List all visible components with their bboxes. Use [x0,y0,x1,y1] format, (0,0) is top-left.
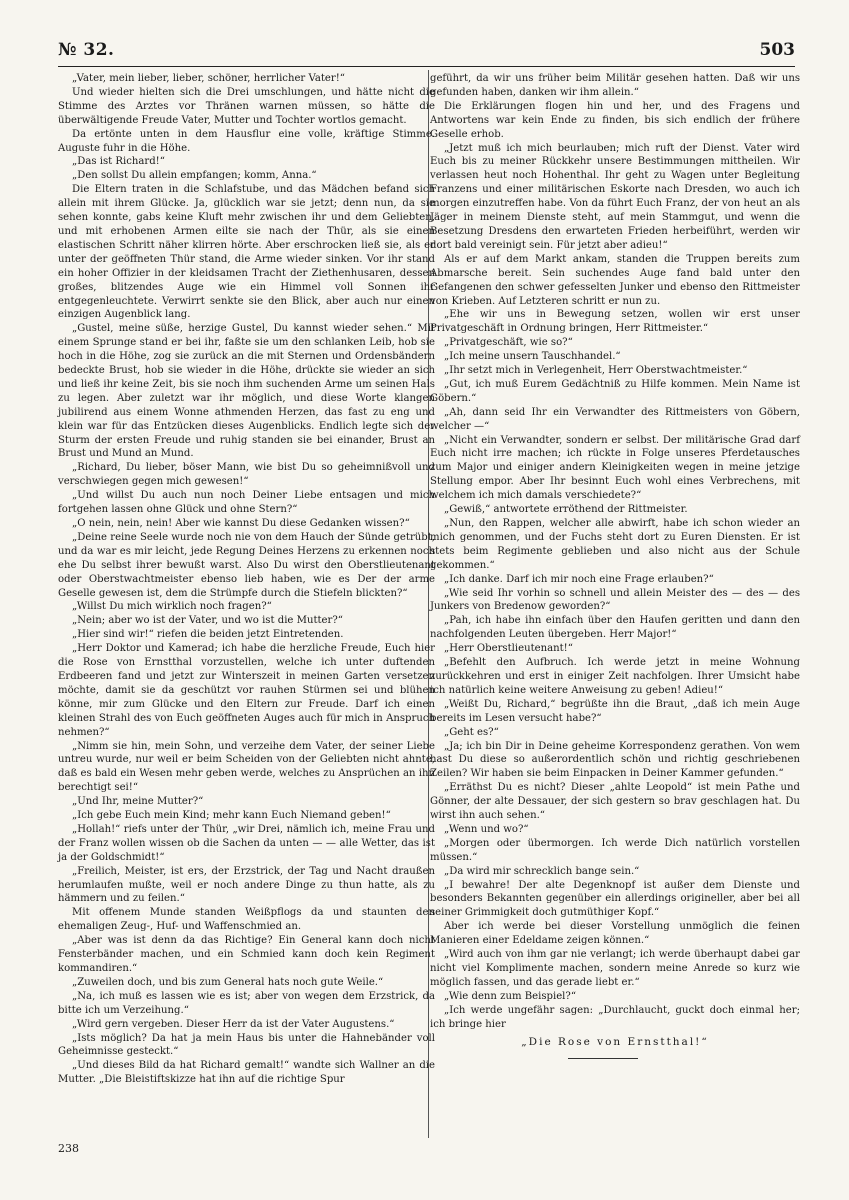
paragraph: „Hier sind wir!“ riefen die beiden jetzt Eintretenden. [72,629,344,641]
paragraph: „Herr Oberstlieutenant!“ [444,643,573,655]
paragraph: „Ich meine unsern Tauschhandel.“ [444,351,621,363]
paragraph: „Gut, ich muß Eurem Gedächtniß zu Hilfe kommen. Mein Name ist Göbern.“ [430,378,800,404]
paragraph: „Gewiß,“ antwortete erröthend der Rittmeister. [444,504,688,516]
paragraph: Da ertönte unten in dem Hausflur eine volle, kräftige Stimme. Auguste fuhr in die Höhe. [58,128,435,154]
paragraph: „Hollah!“ riefs unter der Thür, „wir Drei, nämlich ich, meine Frau und der Franz wollen wissen ob die Sachen da unten — — alle Wetter, das ist ja der Goldschmidt!“ [58,823,435,863]
paragraph: „Nicht ein Verwandter, sondern er selbst. Der militärische Grad darf Euch nicht irre machen; ich rückte in Folge unseres Pferdetausches zum Major und einiger andern Kleinigkeiten wegen in meine jetzige Stellung empor. Aber Ihr besinnt Euch wohl eines Verbrechens, mit welchem ich mich damals verschiedete?“ [430,434,800,502]
paragraph: „Nun, den Rappen, welcher alle abwirft, habe ich schon wieder an mich genommen, und der Fuchs steht dort zu Euren Diensten. Er ist stets beim Regimente geblieben und also nicht aus der Schule gekommen.“ [430,518,800,571]
left-column [58,72,435,1087]
paragraph: „Geht es?“ [444,726,499,738]
paragraph: „Morgen oder übermorgen. Ich werde Dich natürlich vorstellen müssen.“ [430,837,800,863]
paragraph: „Nein; aber wo ist der Vater, und wo ist die Mutter?“ [72,615,343,627]
paragraph: „Ihr setzt mich in Verlegenheit, Herr Oberstwachtmeister.“ [444,365,748,377]
closing-title: „Die Rose von Ernstthal!“ [521,1035,709,1048]
paragraph: „Ah, dann seid Ihr ein Verwandter des Rittmeisters von Göbern, welcher —“ [430,406,800,432]
paragraph: „Weißt Du, Richard,“ begrüßte ihn die Braut, „daß ich mein Auge bereits im Lesen versucht habe?“ [430,698,800,724]
paragraph: „Wenn und wo?“ [444,823,529,835]
paragraph: „Den sollst Du allein empfangen; komm, Anna.“ [72,170,317,182]
paragraph: „Ich gebe Euch mein Kind; mehr kann Euch Niemand geben!“ [72,810,391,822]
paragraph: „Ich werde ungefähr sagen: „Durchlaucht, guckt doch einmal her; ich bringe hier [430,1004,800,1030]
paragraph: „Wie seid Ihr vorhin so schnell und allein Meister des — des — des Junkers von Bredenow geworden?“ [430,587,800,613]
right-column [430,72,800,1049]
paragraph: „O nein, nein, nein! Aber wie kannst Du diese Gedanken wissen?“ [72,518,410,529]
paragraph: „Und dieses Bild da hat Richard gemalt!“ wandte sich Wallner an die Mutter. „Die Bleistiftskizze hat ihn auf die richtige Spur [58,1060,435,1086]
paragraph: „Jetzt muß ich mich beurlauben; mich ruft der Dienst. Vater wird Euch bis zu meiner Rückkehr unsere Bestimmungen mittheilen. Wir verlassen heut noch Hohenthal. Ihr geht zu Wagen unter Begleitung Franzens und einer militärischen Eskorte nach Dresden, wo auch ich morgen einzutreffen habe. Von da führt Euch Franz, der von heut an als Jäger in meinem Dienste steht, auf mein Stammgut, und wenn die Besetzung Dresdens den erwarteten Frieden herbeiführt, werden wir dort bald vereinigt sein. Für jetzt aber adieu!“ [430,142,800,251]
paragraph: „Willst Du mich wirklich noch fragen?“ [72,601,272,613]
paragraph: „Und willst Du auch nun noch Deiner Liebe entsagen und mich fortgehen lassen ohne Glück und ohne Stern?“ [58,490,435,516]
paragraph: „Das ist Richard!“ [72,156,165,168]
paragraph: „I bewahre! Der alte Degenknopf ist außer dem Dienste und besonders Bekannten gegenüber ein allerdings origineller, aber bei all seiner Grimmigkeit doch gutmüthiger Kopf.“ [430,879,800,919]
page-header [58,40,795,64]
paragraph: „Wie denn zum Beispiel?“ [444,990,576,1002]
end-rule [568,1058,638,1059]
paragraph: „Na, ich muß es lassen wie es ist; aber von wegen dem Erzstrick, da bitte ich um Verzeihung.“ [58,990,435,1016]
paragraph: „Ists möglich? Da hat ja mein Haus bis unter die Hahnebänder voll Geheimnisse gesteckt.“ [58,1032,435,1058]
footer-number: 238 [58,1142,79,1155]
paragraph: „Deine reine Seele wurde noch nie von dem Hauch der Sünde getrübt, und da war es mir leicht, jede Regung Deines Herzens zu erkennen noch ehe Du selbst ihrer bewußt warst. Also Du wirst den Oberstlieutenant oder Oberstwachtmeister ebenso lieb haben, wie es Der der arme Geselle gewesen ist, dem die Strümpfe durch die Stiefeln blickten?“ [58,531,435,599]
paragraph: „Erräthst Du es nicht? Dieser „ahlte Leopold“ ist mein Pathe und Gönner, der alte Dessauer, der sich gestern so brav geschlagen hat. Du wirst ihn auch sehen.“ [430,782,800,822]
page-number: 503 [759,40,795,60]
paragraph: Und wieder hielten sich die Drei umschlungen, und hätte nicht die Stimme des Arztes vor Thränen warnen müssen, so hätte die überwältigende Freude Vater, Mutter und Tochter wortlos gemacht. [58,86,435,126]
paragraph: Aber ich werde bei dieser Vorstellung unmöglich die feinen Manieren einer Edeldame zeigen können.“ [430,921,800,947]
paragraph: „Da wird mir schrecklich bange sein.“ [444,865,640,877]
paragraph: „Gustel, meine süße, herzige Gustel, Du kannst wieder sehen.“ Mit einem Sprunge stand er bei ihr, faßte sie um den schlanken Leib, hob sie hoch in die Höhe, zog sie zurück an die mit Sternen und Ordensbändern bedeckte Brust, hob sie wieder in die Höhe, drückte sie wieder an sich und ließ ihr keine Zeit, bis sie noch ihm suchenden Arme um seinen Hals zu legen. Aber zuletzt war ihr möglich, und diese Worte klangen jubilirend aus einem Wonne athmenden Herzen, das fast zu eng und klein war für das Entzücken dieses Augenblicks. Endlich legte sich der Sturm der ersten Freude und ruhig standen sie bei einander, Brust an Brust und Mund an Mund. [58,323,435,460]
paragraph: „Vater, mein lieber, lieber, schöner, herrlicher Vater!“ [72,73,345,84]
paragraph: „Aber was ist denn da das Richtige? Ein General kann doch nicht Fensterbänder machen, und ein Schmied kann doch kein Regiment kommandiren.“ [58,935,435,974]
paragraph: „Ich danke. Darf ich mir noch eine Frage erlauben?“ [444,573,714,585]
paragraph: „Wird gern vergeben. Dieser Herr da ist der Vater Augustens.“ [72,1018,395,1030]
paragraph: „Richard, Du lieber, böser Mann, wie bist Du so geheimnißvoll und verschwiegen gegen mich gewesen!“ [58,462,435,488]
paragraph: Als er auf dem Markt ankam, standen die Truppen bereits zum Abmarsche bereit. Sein suchendes Auge fand bald unter den Gefangenen den schwer gefesselten Junker und ebenso den Rittmeister von Krieben. Auf Letzteren schritt er nun zu. [430,253,800,307]
header-rule [58,66,795,67]
paragraph: „Zuweilen doch, und bis zum General hats noch gute Weile.“ [72,976,384,988]
paragraph: „Befehlt den Aufbruch. Ich werde jetzt in meine Wohnung zurückkehren und erst in einiger Zeit nachfolgen. Ihrer Umsicht habe ich natürlich keine weitere Anweisung zu geben! Adieu!“ [430,657,800,696]
paragraph: Mit offenem Munde standen Weißpflogs da und staunten den ehemaligen Zeug-, Huf- und Waffenschmied an. [58,907,435,933]
paragraph: geführt, da wir uns früher beim Militär gesehen hatten. Daß wir uns gefunden haben, danken wir ihm allein.“ [430,73,800,98]
paragraph: Die Erklärungen flogen hin und her, und des Fragens und Antwortens war kein Ende zu finden, bis sich endlich der frühere Geselle erhob. [430,100,800,140]
paragraph: „Privatgeschäft, wie so?“ [444,337,573,349]
paragraph: „Pah, ich habe ihn einfach über den Haufen geritten und dann den nachfolgenden Leuten übergeben. Herr Major!“ [430,615,800,641]
paragraph: „Ehe wir uns in Bewegung setzen, wollen wir erst unser Privatgeschäft in Ordnung bringen, Herr Rittmeister.“ [430,309,800,335]
paragraph: „Nimm sie hin, mein Sohn, und verzeihe dem Vater, der seiner Liebe untreu wurde, nur weil er beim Scheiden von der Geliebten nicht ahnte, daß es bald ein Wesen mehr geben werde, welches zu Ansprüchen an ihn berechtigt sei!“ [58,740,435,794]
paragraph: „Freilich, Meister, ist ers, der Erzstrick, der Tag und Nacht draußen herumlaufen mußte, weil er noch andere Dinge zu thun hatte, als zu hämmern und zu feilen.“ [58,865,435,905]
issue-number: № 32. [58,40,115,60]
paragraph: „Wird auch von ihm gar nie verlangt; ich werde überhaupt dabei gar nicht viel Komplimente machen, sondern meine Anrede so kurz wie möglich fassen, und das gerade liebt er.“ [430,949,800,988]
paragraph: „Herr Doktor und Kamerad; ich habe die herzliche Freude, Euch hier die Rose von Ernstthal vorzustellen, welche ich unter duftenden Erdbeeren fand und jetzt zur Winterszeit in meinen Garten versetzen möchte, damit sie da geschützt vor rauhen Stürmen sei und blühen könne, mir zum Glücke und den Eltern zur Freude. Darf ich einen kleinen Strahl des von Euch geöffneten Auges auch für mich in Anspruch nehmen?“ [58,643,435,738]
paragraph: „Und Ihr, meine Mutter?“ [72,796,204,808]
paragraph: Die Eltern traten in die Schlafstube, und das Mädchen befand sich allein mit ihrem Glücke. Ja, glücklich war sie jetzt; denn nun, da sie sehen konnte, gabs keine Kluft mehr zwischen ihr und dem Geliebten, und mit erhobenen Armen eilte sie nach der Thür, als sie einen elastischen Schritt näher klirren hörte. Aber erschrocken ließ sie, als er unter der geöffneten Thür stand, die Arme wieder sinken. Vor ihr stand ein hoher Offizier in der kleidsamen Tracht der Ziethenhusaren, dessen großes, blitzendes Auge wie ein Himmel voll Sonnen ihr entgegenleuchtete. Verwirrt senkte sie den Blick, aber auch nur einen einzigen Augenblick lang. [58,184,435,321]
paragraph: „Ja; ich bin Dir in Deine geheime Korrespondenz gerathen. Von wem hast Du diese so außerordentlich schön und richtig geschriebenen Zeilen? Wir haben sie beim Einpacken in Deiner Kammer gefunden.“ [430,740,800,780]
